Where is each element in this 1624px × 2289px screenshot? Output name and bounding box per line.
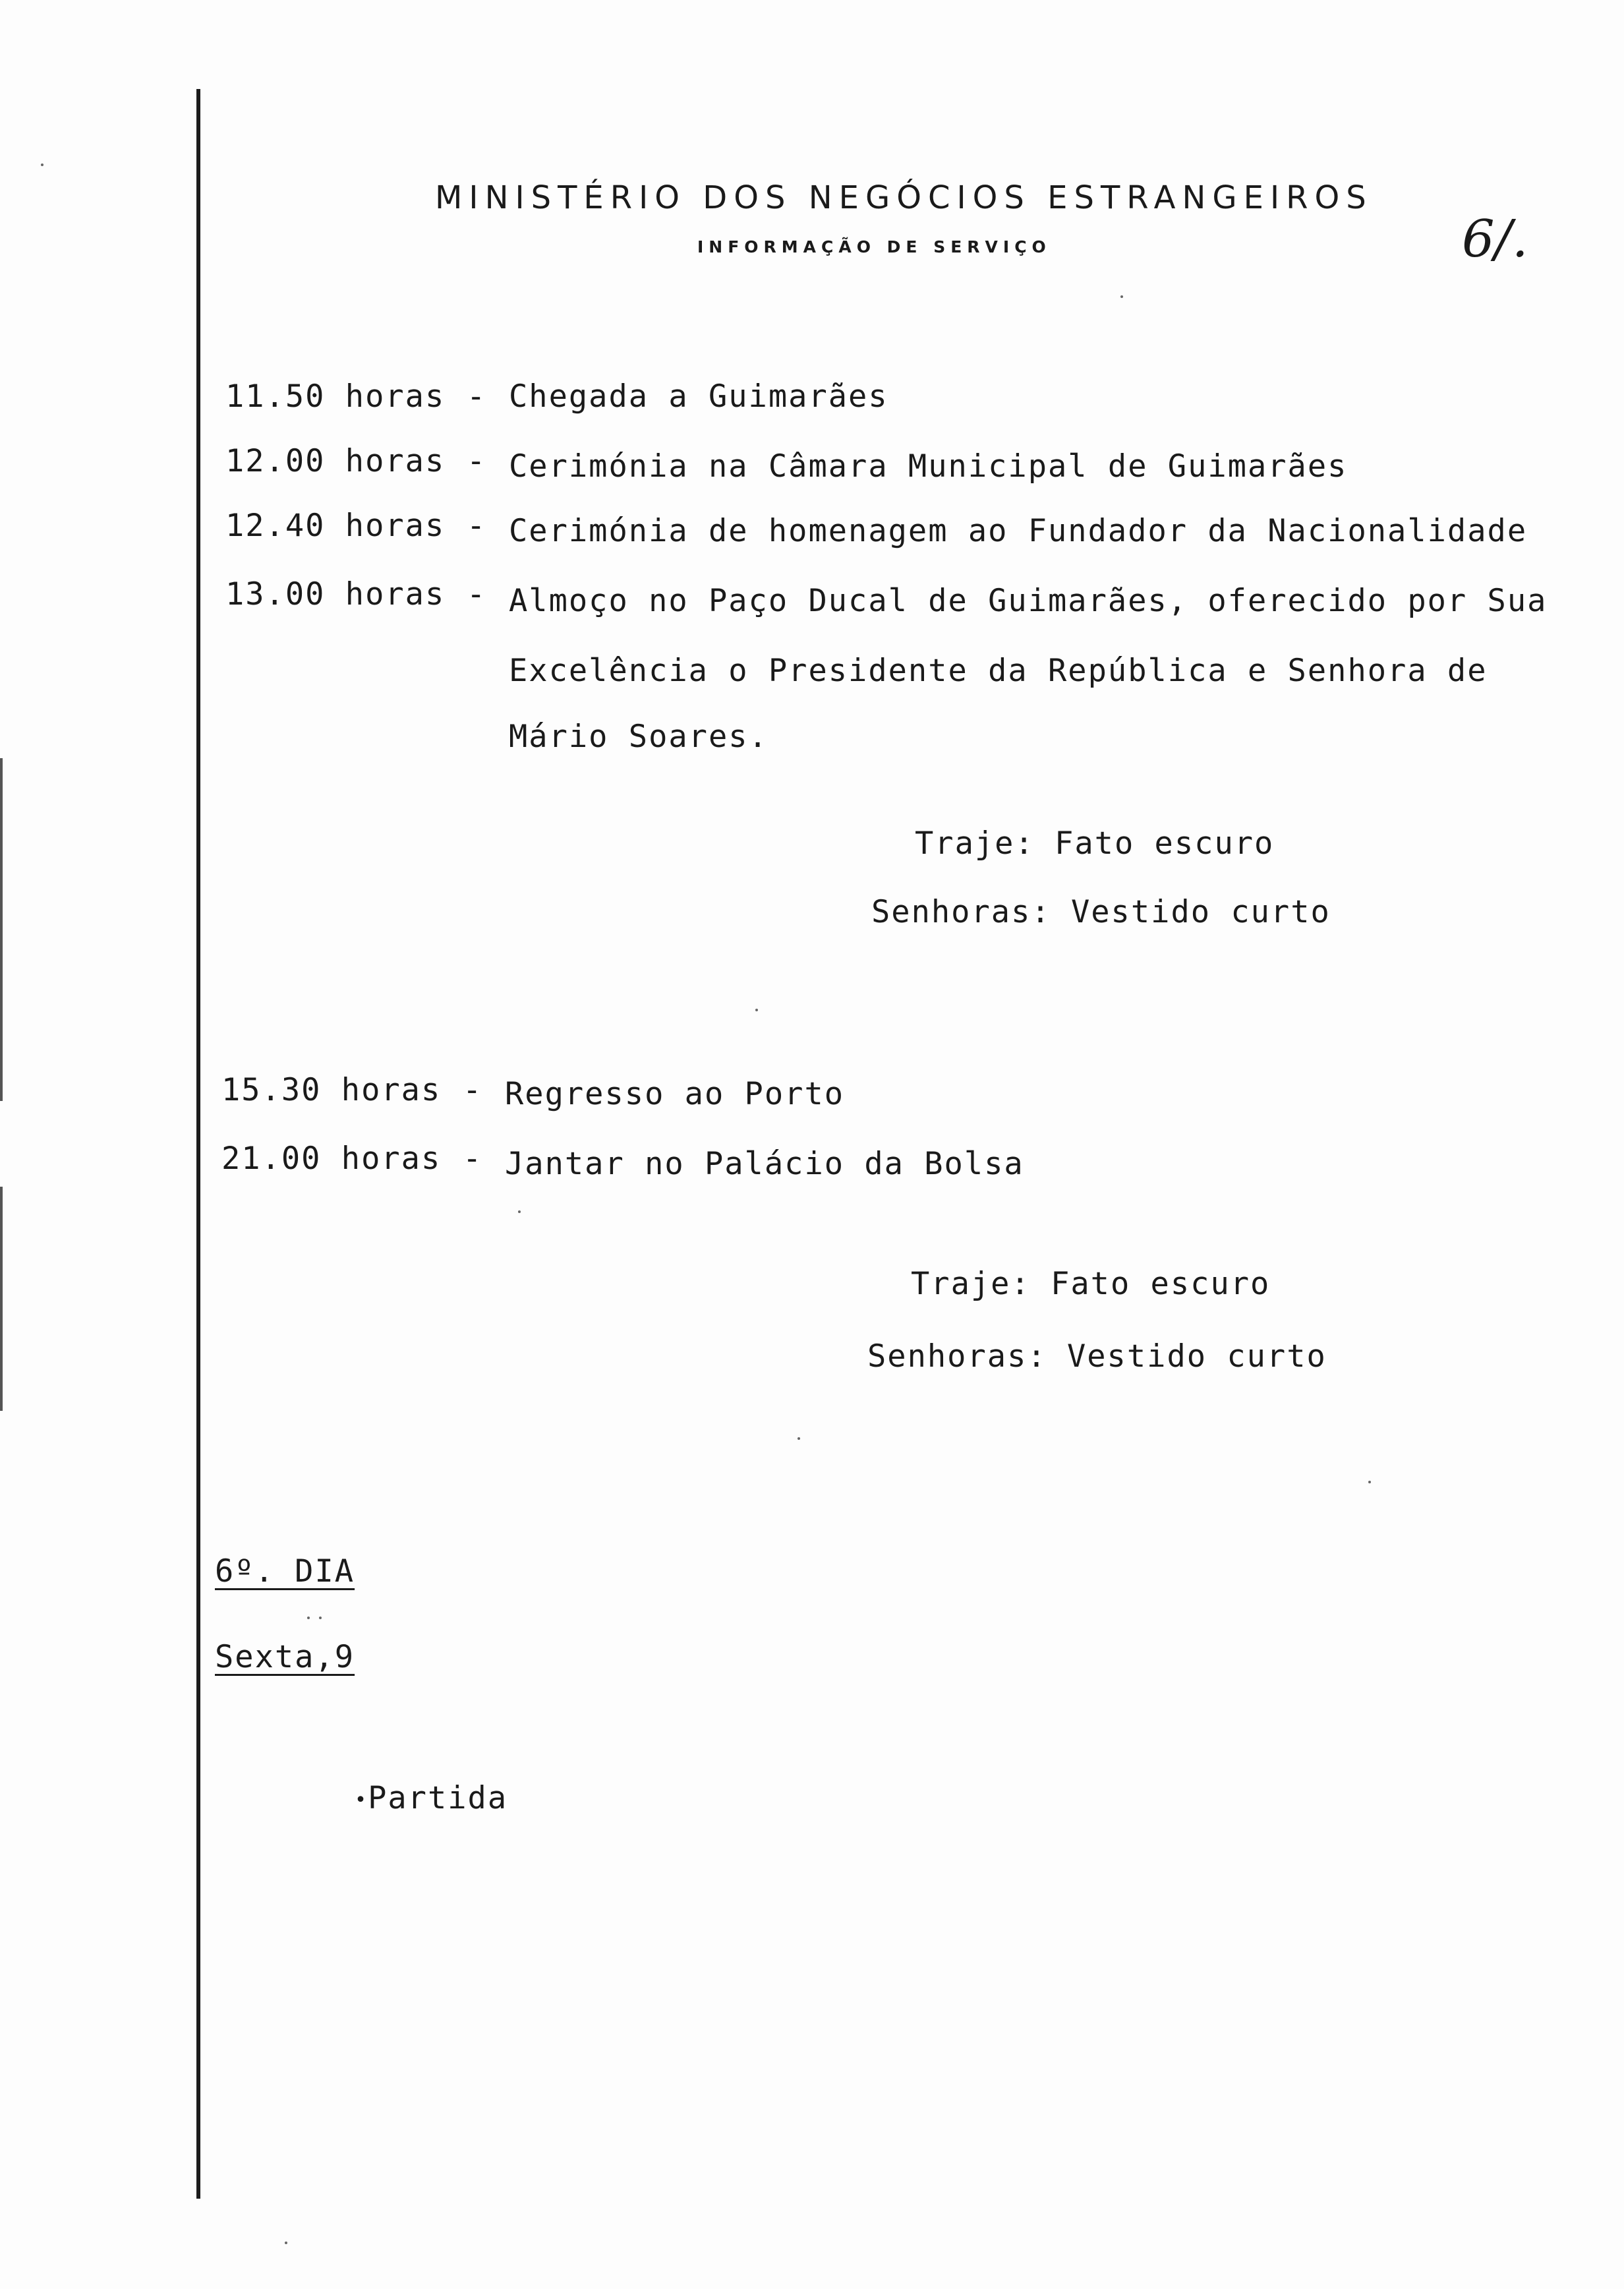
event: Regresso ao Porto (505, 1076, 845, 1112)
time: 15.30 horas (221, 1072, 442, 1108)
scan-speck (1120, 295, 1123, 298)
ministry-subtitle: INFORMAÇÃO DE SERVIÇO (697, 237, 1051, 256)
time: 11.50 horas (225, 378, 446, 415)
dress-code-traje: Traje: Fato escuro (911, 1266, 1271, 1302)
scan-edge-mark (0, 1187, 3, 1411)
dress-code-senhoras: Senhoras: Vestido curto (871, 894, 1331, 930)
dash: - (467, 508, 487, 544)
dash: - (467, 576, 487, 612)
day-label: 6º. DIA (215, 1553, 355, 1590)
day-item-text: Partida (368, 1780, 508, 1816)
scan-speck (285, 2242, 287, 2244)
scan-speck (307, 1617, 310, 1619)
dress-code-senhoras: Senhoras: Vestido curto (867, 1338, 1327, 1375)
dress-code-traje: Traje: Fato escuro (915, 825, 1275, 862)
scan-speck (518, 1210, 521, 1213)
event-continuation: Mário Soares. (509, 719, 768, 755)
dash: - (463, 1141, 483, 1177)
scan-edge-mark (0, 758, 3, 1101)
scan-speck (319, 1617, 322, 1619)
time: 13.00 horas (225, 576, 446, 612)
scan-speck (755, 1009, 758, 1011)
event-continuation: Excelência o Presidente da República e Senhora de (509, 653, 1488, 689)
scan-speck (1368, 1481, 1371, 1483)
day-item: •Partida (355, 1780, 508, 1816)
schedule-row (225, 378, 445, 415)
time: 21.00 horas (221, 1141, 442, 1177)
event: Cerimónia de homenagem ao Fundador da Nacionalidade (509, 513, 1528, 549)
event: Chegada a Guimarães (509, 378, 888, 415)
page-number: 6/. (1462, 210, 1528, 269)
day-date: Sexta,9 (215, 1639, 355, 1675)
event: Jantar no Palácio da Bolsa (505, 1146, 1024, 1182)
dash: - (467, 378, 487, 415)
event: Almoço no Paço Ducal de Guimarães, oferecido por Sua (509, 583, 1548, 619)
time: 12.40 horas (225, 508, 446, 544)
scan-speck (798, 1437, 800, 1440)
ministry-title: MINISTÉRIO DOS NEGÓCIOS ESTRANGEIROS (435, 179, 1373, 216)
dash: - (467, 443, 487, 479)
margin-rule (196, 89, 200, 2199)
dash: - (463, 1072, 483, 1108)
time: 12.00 horas (225, 443, 446, 479)
event: Cerimónia na Câmara Municipal de Guimarães (509, 448, 1348, 485)
scan-speck (41, 164, 44, 166)
